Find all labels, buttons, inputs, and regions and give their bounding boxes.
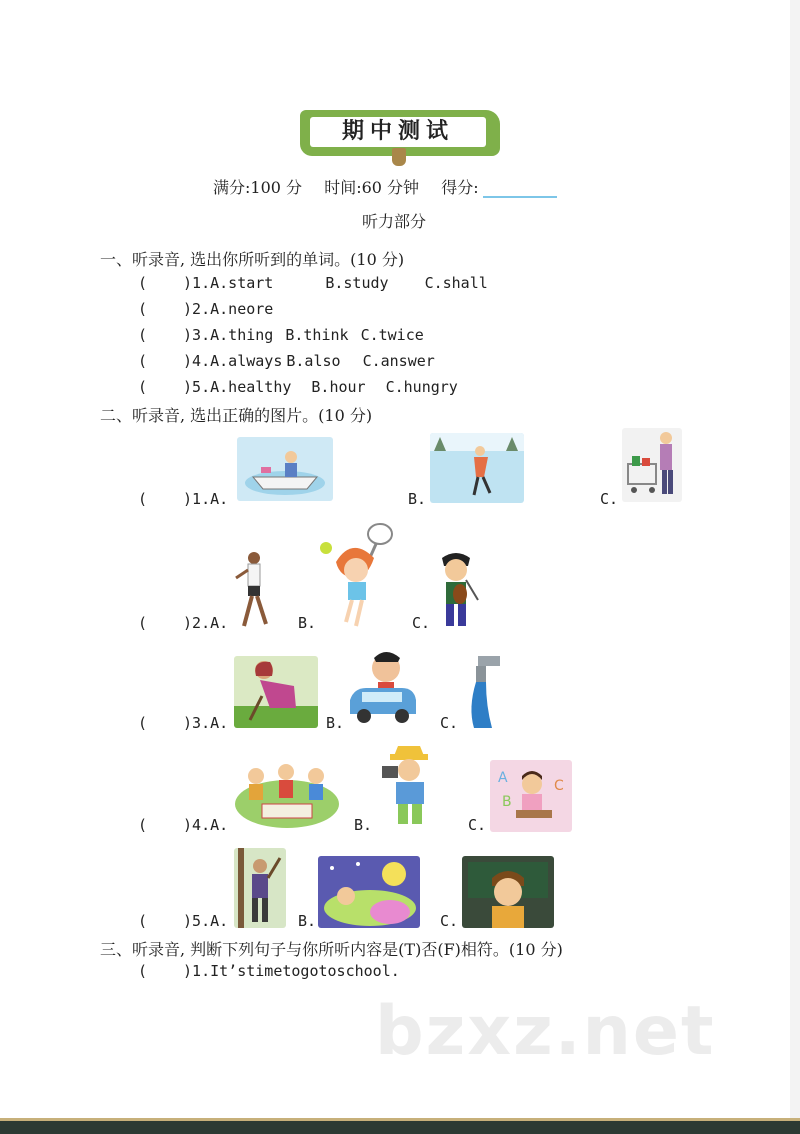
s2-question-3: ( )3.A. xyxy=(138,714,229,732)
option-b: B.hour xyxy=(311,378,366,396)
option-c: C.answer xyxy=(362,352,435,370)
full-score: 满分:100 分 xyxy=(213,178,303,197)
section1-heading: 一、听录音, 选出你所听到的单词。(10 分) xyxy=(100,250,405,269)
s1-question-1: ( )1.A.start B.study C.shall xyxy=(138,274,488,292)
watermark: bzxz.net xyxy=(375,992,716,1071)
option-a: A.thing xyxy=(210,326,274,344)
girl-reading-abc-picture[interactable] xyxy=(490,760,572,832)
boy-with-violin-picture[interactable] xyxy=(432,550,480,630)
ice-skating-picture[interactable] xyxy=(430,433,524,503)
svg-text:B: B xyxy=(502,794,512,810)
part-title: 听力部分 xyxy=(362,212,427,231)
s1-question-2: ( )2.A.neore xyxy=(138,300,274,318)
water-tap-picture[interactable] xyxy=(462,652,506,730)
shopping-cart-picture[interactable] xyxy=(622,428,682,502)
option-c: C.hungry xyxy=(385,378,458,396)
option-c: C. xyxy=(468,816,487,834)
s3-question-1: ( )1.It’stimetogotoschool. xyxy=(138,962,400,980)
section3-heading: 三、听录音, 判断下列句子与你所听内容是(T)否(F)相符。(10 分) xyxy=(100,940,563,959)
s2-question-1: ( )1.A. xyxy=(138,490,229,508)
option-c: C. xyxy=(440,714,459,732)
sentence-text: It’stimetogotoschool. xyxy=(210,962,400,980)
boy-thinking-picture[interactable] xyxy=(462,856,554,928)
answer-paren: ( xyxy=(138,352,148,370)
answer-paren: ( xyxy=(138,326,148,344)
answer-paren: ( xyxy=(138,274,148,292)
option-b: B. xyxy=(408,490,427,508)
option-b: B.think xyxy=(285,326,349,344)
option-c: C. xyxy=(440,912,459,930)
s2-question-2: ( )2.A. xyxy=(138,614,229,632)
option-b: B.also xyxy=(286,352,341,370)
answer-paren: ( xyxy=(138,962,148,980)
option-a: A.always xyxy=(210,352,283,370)
picnic-children-picture[interactable] xyxy=(234,758,340,830)
exam-meta xyxy=(213,175,557,198)
boat-rowing-picture[interactable] xyxy=(237,437,333,501)
svg-text:C: C xyxy=(554,778,564,794)
time-limit: 时间:60 分钟 xyxy=(324,178,420,197)
option-b: B. xyxy=(298,614,317,632)
answer-paren: ( xyxy=(138,912,148,930)
running-man-picture[interactable] xyxy=(232,548,272,632)
option-c: C.shall xyxy=(424,274,488,292)
option-a: A. xyxy=(210,816,229,834)
answer-paren: ( xyxy=(138,714,148,732)
section2-heading: 二、听录音, 选出正确的图片。(10 分) xyxy=(100,406,373,425)
option-a: A.neore xyxy=(210,300,274,318)
option-c: C.twice xyxy=(360,326,424,344)
option-b: B.study xyxy=(325,274,389,292)
option-a: A. xyxy=(210,490,229,508)
option-a: A. xyxy=(210,614,229,632)
answer-paren: ( xyxy=(138,378,148,396)
option-c: C. xyxy=(412,614,431,632)
option-b: B. xyxy=(326,714,345,732)
answer-paren: ( xyxy=(138,300,148,318)
page-edge-shadow xyxy=(790,0,800,1118)
option-b: B. xyxy=(354,816,373,834)
option-a: A.healthy xyxy=(210,378,292,396)
title-ornament-icon xyxy=(392,148,406,166)
answer-paren: ( xyxy=(138,490,148,508)
s1-question-5: ( )5.A.healthy B.hour C.hungry xyxy=(138,378,458,396)
score-blank[interactable] xyxy=(483,180,557,198)
option-b: B. xyxy=(298,912,317,930)
answer-paren: ( xyxy=(138,816,148,834)
svg-text:A: A xyxy=(498,770,508,786)
page-title: 期中测试 xyxy=(310,117,486,147)
s2-question-4: ( )4.A. xyxy=(138,816,229,834)
option-c: C. xyxy=(600,490,619,508)
s1-question-4: ( )4.A.always B.also C.answer xyxy=(138,352,435,370)
man-chopping-wood-picture[interactable] xyxy=(234,848,286,928)
tennis-girl-picture[interactable] xyxy=(318,522,398,630)
s1-question-3: ( )3.A.thing B.think C.twice xyxy=(138,326,424,344)
option-a: A. xyxy=(210,912,229,930)
option-a: A. xyxy=(210,714,229,732)
bottom-decoration-stripe xyxy=(0,1118,800,1121)
s2-question-5: ( )5.A. xyxy=(138,912,229,930)
child-sleeping-moon-picture[interactable] xyxy=(318,856,420,928)
man-driving-car-picture[interactable] xyxy=(346,648,418,728)
score-label: 得分: xyxy=(441,178,479,197)
answer-paren: ( xyxy=(138,614,148,632)
gardening-woman-picture[interactable] xyxy=(234,656,318,728)
man-with-camera-picture[interactable] xyxy=(376,746,442,830)
option-a: A.start xyxy=(210,274,274,292)
